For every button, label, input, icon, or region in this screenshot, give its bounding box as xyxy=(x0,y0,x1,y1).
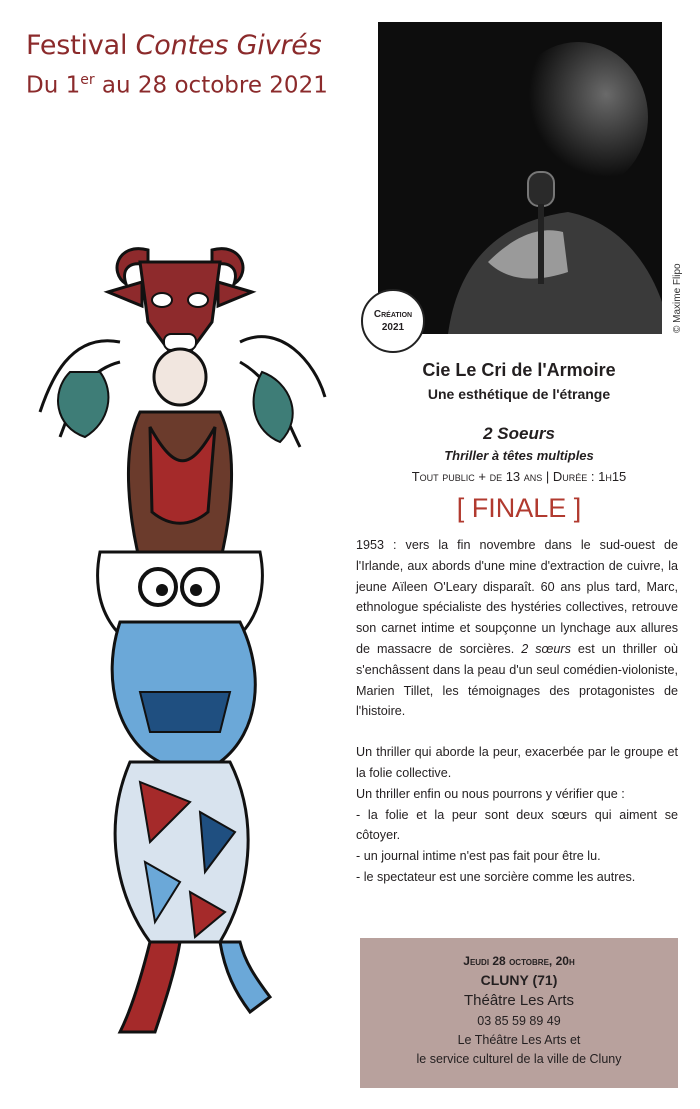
performer-photo xyxy=(378,22,662,334)
festival-name: Contes Givrés xyxy=(135,30,322,61)
event-venue: Théâtre Les Arts xyxy=(463,992,575,1009)
description-paragraph-3: Un thriller enfin ou nous pourrons y vérifier que : xyxy=(356,786,625,801)
performer-photo-image xyxy=(378,22,662,334)
description-paragraph-2: Un thriller qui aborde la peur, exacerbée par le groupe et la folie collective. xyxy=(356,745,678,780)
festival-illustration xyxy=(30,222,330,1042)
dates-suffix: au 28 octobre 2021 xyxy=(94,72,328,99)
show-title: 2 Soeurs xyxy=(483,424,555,443)
dates-sup: er xyxy=(80,72,95,88)
badge-line2: 2021 xyxy=(381,322,405,333)
desc-p1-italic: 2 sœurs xyxy=(521,641,571,656)
desc-p1-end: est un thriller où s'enchâssent dans la peau d'un seul comédien-violoniste, Marien Tillet, les témoignages des protagonistes de l'histoire. xyxy=(356,641,678,719)
badge-line1: Création xyxy=(373,309,413,320)
show-description xyxy=(356,535,678,888)
show-status: [ FINALE ] xyxy=(456,493,582,523)
description-bullet-3: - le spectateur est une sorcière comme les autres. xyxy=(356,869,636,884)
description-paragraph-1 xyxy=(356,535,678,722)
company-name: Cie Le Cri de l'Armoire xyxy=(422,360,616,380)
event-organizer-2: le service culturel de la ville de Cluny xyxy=(416,1052,622,1066)
festival-title xyxy=(26,30,322,61)
show-subtitle: Thriller à têtes multiples xyxy=(444,448,594,463)
creation-badge xyxy=(361,289,425,353)
event-info-box xyxy=(360,938,678,1088)
event-phone: 03 85 59 89 49 xyxy=(477,1014,561,1028)
event-city: CLUNY (71) xyxy=(480,972,558,988)
description-bullet-2: - un journal intime n'est pas fait pour être lu. xyxy=(356,849,601,864)
event-date: Jeudi 28 octobre, 20h xyxy=(463,954,575,968)
company-tagline: Une esthétique de l'étrange xyxy=(427,386,611,402)
dates-prefix: Du 1 xyxy=(26,72,81,99)
festival-dates xyxy=(26,72,328,99)
event-organizer-1: Le Théâtre Les Arts et xyxy=(457,1033,581,1047)
desc-p1-start: 1953 : vers la fin novembre dans le sud-ouest de l'Irlande, aux abords d'une mine d'extraction de cuivre, la jeune Aïleen O'Leary disparaît. 60 ans plus tard, Marc, ethnologue spécialiste des hystéries collectives, retrouve son carnet intime et soupçonne un lynchage aux allures de massacre de sorcières. xyxy=(356,538,678,656)
photo-credit: © Maxime Flipo xyxy=(672,263,683,333)
show-audience: Tout public + de 13 ans | Durée : 1h15 xyxy=(411,469,627,484)
festival-prefix: Festival xyxy=(26,30,136,61)
description-bullet-1: - la folie et la peur sont deux sœurs qui aiment se côtoyer. xyxy=(356,807,678,843)
